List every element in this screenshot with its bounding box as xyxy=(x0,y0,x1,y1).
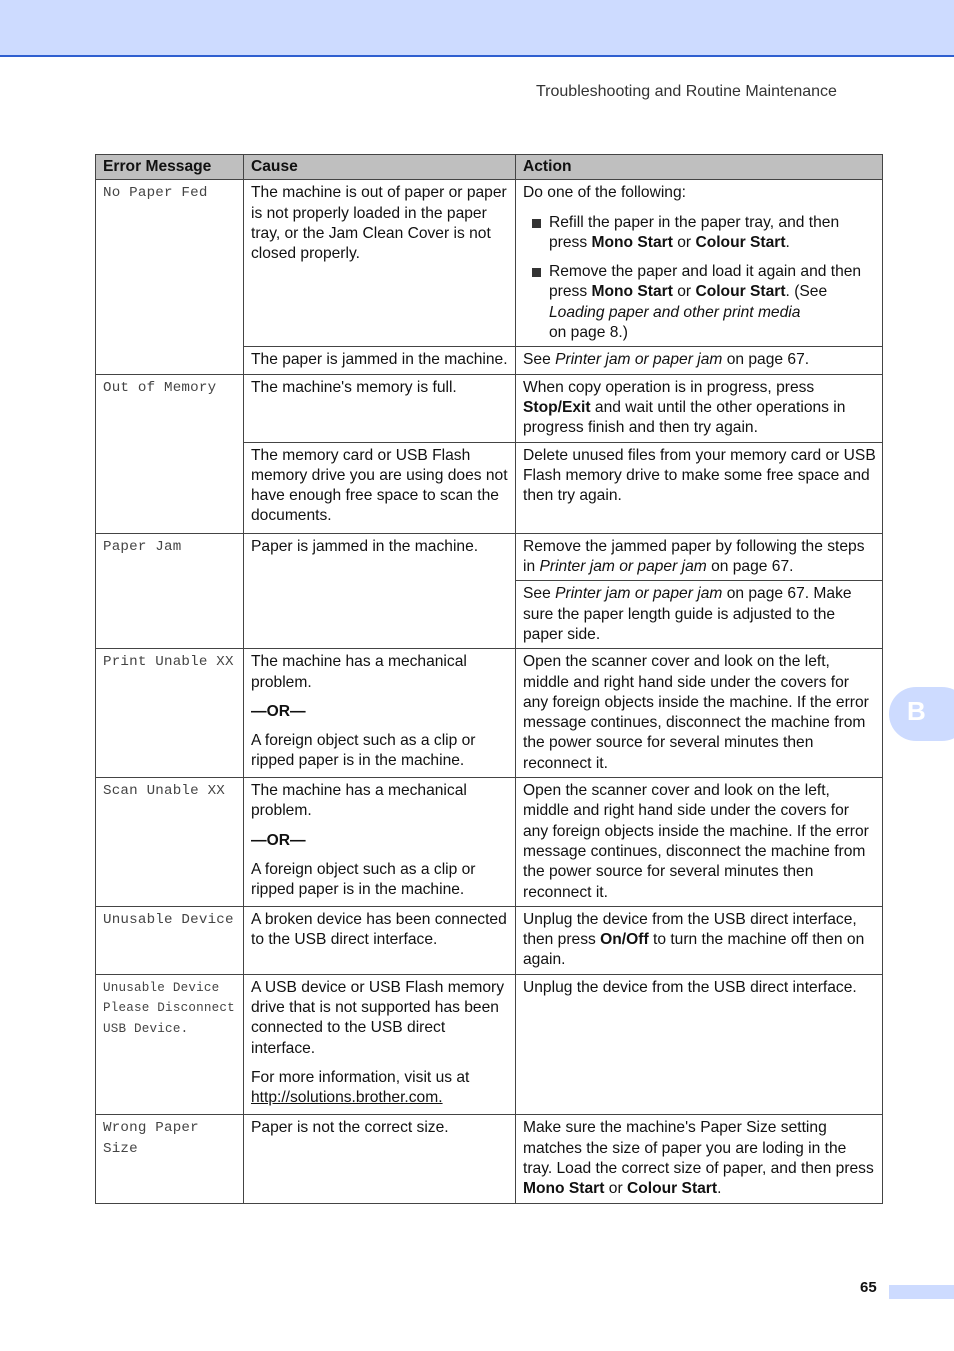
cause-cell: The memory card or USB Flash memory drive you are using does not have enough free space to scan the documents. xyxy=(244,442,516,533)
error-message-paper-jam: Paper Jam xyxy=(96,533,244,648)
action-cell: Open the scanner cover and look on the left, middle and right hand side under the covers for any foreign objects inside the machine. If the error message continues, disconnect the machine from the power source for several minutes then reconnect it. xyxy=(516,778,883,907)
cause-cell: A USB device or USB Flash memory drive that is not supported has been connected to the USB direct interface. For more information, visit us at http://solutions.brother.com. xyxy=(244,974,516,1115)
cross-reference: Printer jam or paper jam xyxy=(555,585,723,603)
action-cell xyxy=(516,180,883,347)
page-number: 65 xyxy=(860,1279,877,1296)
or-separator: —OR— xyxy=(251,702,306,720)
action-cell: Remove the jammed paper by following the steps in Printer jam or paper jam on page 67. xyxy=(516,533,883,581)
error-message-no-paper-fed: No Paper Fed xyxy=(96,180,244,374)
action-cell: See Printer jam or paper jam on page 67. xyxy=(516,347,883,374)
action-cell: See Printer jam or paper jam on page 67. Make sure the paper length guide is adjusted to the paper side. xyxy=(516,581,883,649)
cause-cell: The machine has a mechanical problem. —OR— A foreign object such as a clip or ripped paper is in the machine. xyxy=(244,778,516,907)
top-header-band xyxy=(0,0,954,57)
action-cell: Unplug the device from the USB direct interface. xyxy=(516,974,883,1115)
cause-cell: Paper is not the correct size. xyxy=(244,1115,516,1203)
action-bullet: Remove the paper and load it again and then press Mono Start or Colour Start. (See Loading paper and other print media on page 8.) xyxy=(523,262,876,343)
table-row xyxy=(96,1115,883,1203)
action-cell: Open the scanner cover and look on the left, middle and right hand side under the covers for any foreign objects inside the machine. If the error message continues, disconnect the machine from the power source for several minutes then reconnect it. xyxy=(516,649,883,778)
running-header-title: Troubleshooting and Routine Maintenance xyxy=(536,83,837,100)
error-message-scan-unable: Scan Unable XX xyxy=(96,778,244,907)
error-message-print-unable: Print Unable XX xyxy=(96,649,244,778)
table-row xyxy=(96,974,883,1115)
cross-reference: Loading paper and other print media xyxy=(549,303,801,321)
cause-cell: The machine is out of paper or paper is not properly loaded in the paper tray, or the Jam Clean Cover is not closed properly. xyxy=(244,180,516,347)
column-header-action: Action xyxy=(516,155,883,180)
table-row xyxy=(96,906,883,974)
action-cell: When copy operation is in progress, press Stop/Exit and wait until the other operations in progress finish and then try again. xyxy=(516,374,883,442)
error-message-out-of-memory: Out of Memory xyxy=(96,374,244,533)
table-row xyxy=(96,180,883,347)
cause-cell: Paper is jammed in the machine. xyxy=(244,533,516,648)
column-header-cause: Cause xyxy=(244,155,516,180)
table-row xyxy=(96,533,883,581)
cross-reference: Printer jam or paper jam xyxy=(539,558,707,576)
or-separator: —OR— xyxy=(251,831,306,849)
support-website-link[interactable]: http://solutions.brother.com. xyxy=(251,1089,443,1107)
error-message-wrong-paper-size: Wrong Paper Size xyxy=(96,1115,244,1203)
action-cell: Make sure the machine's Paper Size setting matches the size of paper you are loding in the tray. Load the correct size of paper, and then press Mono Start or Colour Start. xyxy=(516,1115,883,1203)
page-number-strip xyxy=(889,1285,954,1299)
cause-cell: The paper is jammed in the machine. xyxy=(244,347,516,374)
error-message-unusable-device: Unusable Device xyxy=(96,906,244,974)
chapter-tab-letter: B xyxy=(907,696,926,726)
cause-cell: The machine's memory is full. xyxy=(244,374,516,442)
action-cell: Delete unused files from your memory card or USB Flash memory drive to make some free space and then try again. xyxy=(516,442,883,533)
error-message-table xyxy=(95,154,883,1204)
column-header-error-message: Error Message xyxy=(96,155,244,180)
cause-cell: The machine has a mechanical problem. —OR— A foreign object such as a clip or ripped paper is in the machine. xyxy=(244,649,516,778)
action-intro: Do one of the following: xyxy=(523,184,686,202)
action-cell: Unplug the device from the USB direct interface, then press On/Off to turn the machine off then on again. xyxy=(516,906,883,974)
chapter-tab xyxy=(889,687,954,741)
error-message-unusable-device-disconnect: Unusable Device Please Disconnect USB Device. xyxy=(96,974,244,1115)
table-row xyxy=(96,778,883,907)
table-row xyxy=(96,649,883,778)
cause-cell: A broken device has been connected to the USB direct interface. xyxy=(244,906,516,974)
action-bullet: Refill the paper in the paper tray, and then press Mono Start or Colour Start. xyxy=(523,213,876,254)
table-row xyxy=(96,374,883,442)
cross-reference: Printer jam or paper jam xyxy=(555,351,723,369)
table-header-row xyxy=(96,155,883,180)
